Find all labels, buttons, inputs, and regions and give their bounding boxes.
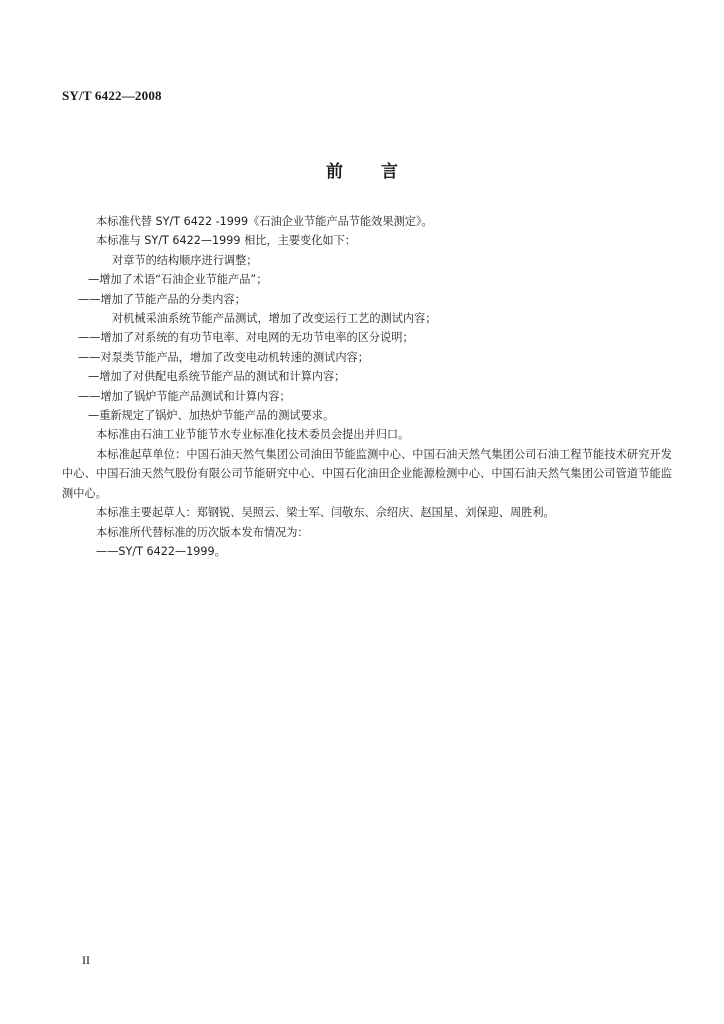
change-item: ——增加了锅炉节能产品测试和计算内容； [78, 389, 291, 403]
change-item: —增加了术语“石油企业节能产品”； [88, 273, 268, 287]
paragraph-drafting-units: 本标准起草单位：中国石油天然气集团公司油田节能监测中心、中国石油天然气集团公司石油工程节能技术研究开发中心、中国石油天然气股份有限公司节能研究中心、中国石化油田企业能源检测中心、中国石油天然气集团公司管道节能监测中心。 [62, 447, 672, 500]
page-title: 前言 [326, 162, 436, 182]
paragraph-replaces: 本标准代替 SY/T 6422 -1999《石油企业节能产品节能效果测定》。 [96, 215, 433, 228]
page-number: II [82, 953, 90, 967]
change-item: ——增加了对系统的有功节电率、对电网的无功节电率的区分说明； [78, 331, 414, 345]
standard-code: SY/T 6422—2008 [62, 88, 162, 103]
paragraph-drafters: 本标准主要起草人：郑钢锐、吴照云、梁士军、闫敬东、佘绍庆、赵国星、刘保迎、周胜利。 [96, 506, 555, 520]
paragraph-history-intro: 本标准所代替标准的历次版本发布情况为： [96, 525, 309, 539]
change-item: 对章节的结构顺序进行调整； [112, 253, 258, 267]
change-item: 对机械采油系统节能产品测试，增加了改变运行工艺的测试内容； [112, 312, 437, 326]
change-item: ——增加了节能产品的分类内容； [78, 292, 246, 306]
change-item: —重新规定了锅炉、加热炉节能产品的测试要求。 [88, 409, 335, 423]
paragraph-proposer: 本标准由石油工业节能节水专业标准化技术委员会提出并归口。 [96, 428, 410, 442]
change-item: —增加了对供配电系统节能产品的测试和计算内容； [88, 370, 346, 384]
change-item: ——对泵类节能产品，增加了改变电动机转速的测试内容； [78, 350, 369, 364]
history-item: ——SY/T 6422—1999。 [96, 544, 226, 558]
paragraph-changes-intro: 本标准与 SY/T 6422—1999 相比，主要变化如下： [96, 234, 356, 248]
preface-body [62, 212, 672, 561]
